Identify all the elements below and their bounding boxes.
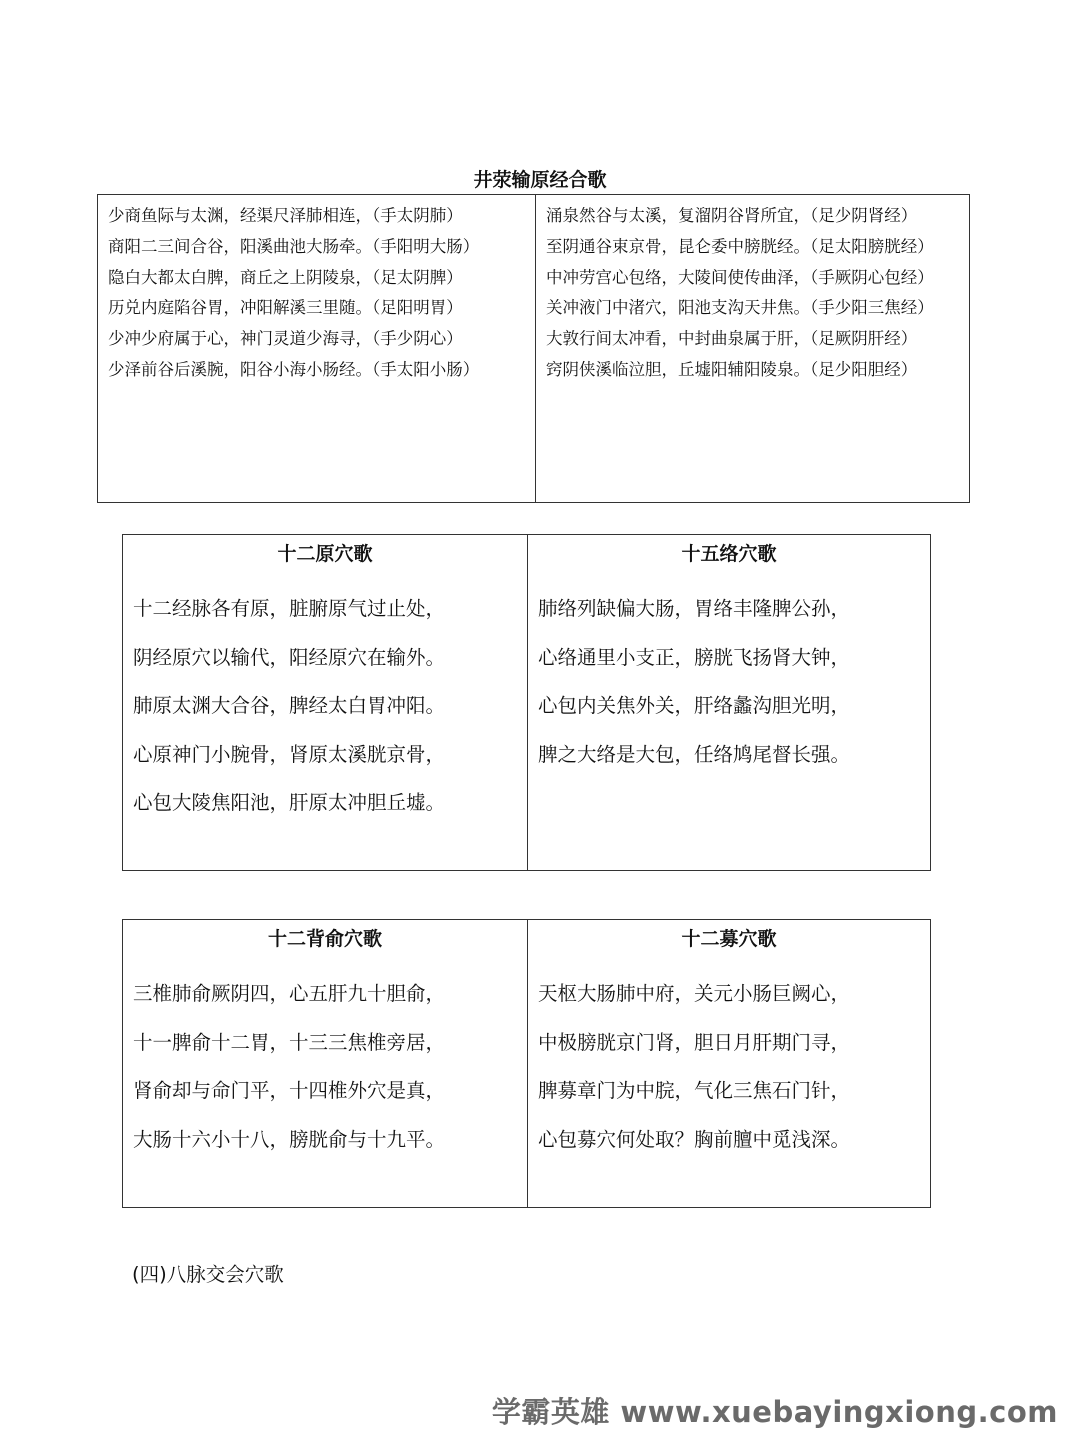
verse-line: 中极膀胱京门肾，胆日月肝期门寻， (538, 1030, 851, 1054)
footer-watermark: 学霸英雄 www.xuebayingxiong.com (491, 1395, 1058, 1429)
muxue-cell (528, 920, 930, 1207)
verse-line: 十二经脉各有原，脏腑原气过止处， (133, 597, 446, 620)
verse-line: 心原神门小腕骨，肾原太溪胱京骨， (133, 742, 446, 766)
verse-line: 中冲劳宫心包络，大陵间使传曲泽，（手厥阴心包经） (546, 267, 934, 287)
yuanxue-title: 十二原穴歌 (277, 543, 373, 565)
verse-line: 三椎肺俞厥阴四，心五肝九十胆俞， (133, 982, 446, 1005)
verse-line: 心包内关焦外关，肝络蠡沟胆光明， (538, 694, 851, 717)
verse-line: 脾募章门为中脘，气化三焦石门针， (538, 1079, 851, 1102)
verse-line: 少商鱼际与太渊，经渠尺泽肺相连，（手太阴肺） (108, 206, 463, 225)
verse-line: 肺原太渊大合谷，脾经太白胃冲阳。 (133, 694, 446, 717)
beishu-title: 十二背俞穴歌 (267, 928, 382, 950)
jingying-table (97, 194, 970, 503)
jingying-right-column (536, 195, 969, 502)
jingying-left-column (98, 195, 536, 502)
verse-line: 脾之大络是大包，任络鸠尾督长强。 (538, 742, 851, 766)
beishu-mu-table (122, 919, 931, 1208)
verse-line: 心络通里小支正，膀胱飞扬肾大钟， (538, 645, 851, 669)
beishu-cell (123, 920, 528, 1207)
verse-line: 窍阴侠溪临泣胆，丘墟阳辅阳陵泉。（足少阳胆经） (546, 359, 918, 379)
luoxue-title: 十五络穴歌 (681, 543, 777, 565)
verse-line: 大敦行间太冲看，中封曲泉属于肝，（足厥阴肝经） (546, 329, 918, 349)
verse-line: 至阴通谷束京骨，昆仑委中膀胱经。（足太阳膀胱经） (546, 236, 934, 256)
verse-line: 少冲少府属于心，神门灵道少海寻，（手少阴心） (108, 329, 463, 349)
verse-line: 隐白大都太白脾，商丘之上阴陵泉，（足太阴脾） (108, 267, 463, 287)
yuan-luo-table (122, 534, 931, 871)
verse-line: 心包大陵焦阳池，肝原太冲胆丘墟。 (133, 791, 446, 814)
verse-line: 大肠十六小十八，膀胱俞与十九平。 (133, 1127, 446, 1151)
yuanxue-cell (123, 535, 528, 870)
verse-line: 阴经原穴以输代，阳经原穴在输外。 (133, 645, 446, 669)
verse-line: 心包募穴何处取？胸前膻中觅浅深。 (538, 1127, 851, 1151)
muxue-title: 十二募穴歌 (681, 928, 777, 950)
verse-line: 天枢大肠肺中府，关元小肠巨阙心， (538, 982, 851, 1005)
verse-line: 肾俞却与命门平，十四椎外穴是真， (133, 1079, 446, 1102)
verse-line: 关冲液门中渚穴，阳池支沟天井焦。（手少阳三焦经） (546, 298, 934, 318)
verse-line: 少泽前谷后溪腕，阳谷小海小肠经。（手太阳小肠） (108, 359, 480, 379)
section-heading: (四)八脉交会穴歌 (132, 1263, 284, 1286)
jingying-title: 井荥输原经合歌 (473, 169, 607, 191)
verse-line: 历兑内庭陷谷胃，冲阳解溪三里随。（足阳明胃） (108, 298, 463, 318)
luoxue-cell (528, 535, 930, 870)
verse-line: 十一脾俞十二胃，十三三焦椎旁居， (133, 1030, 446, 1054)
verse-line: 商阳二三间合谷，阳溪曲池大肠牵。（手阳明大肠） (108, 236, 480, 256)
verse-line: 肺络列缺偏大肠，胃络丰隆脾公孙， (538, 597, 851, 620)
verse-line: 涌泉然谷与太溪，复溜阴谷肾所宜，（足少阴肾经） (546, 206, 918, 225)
